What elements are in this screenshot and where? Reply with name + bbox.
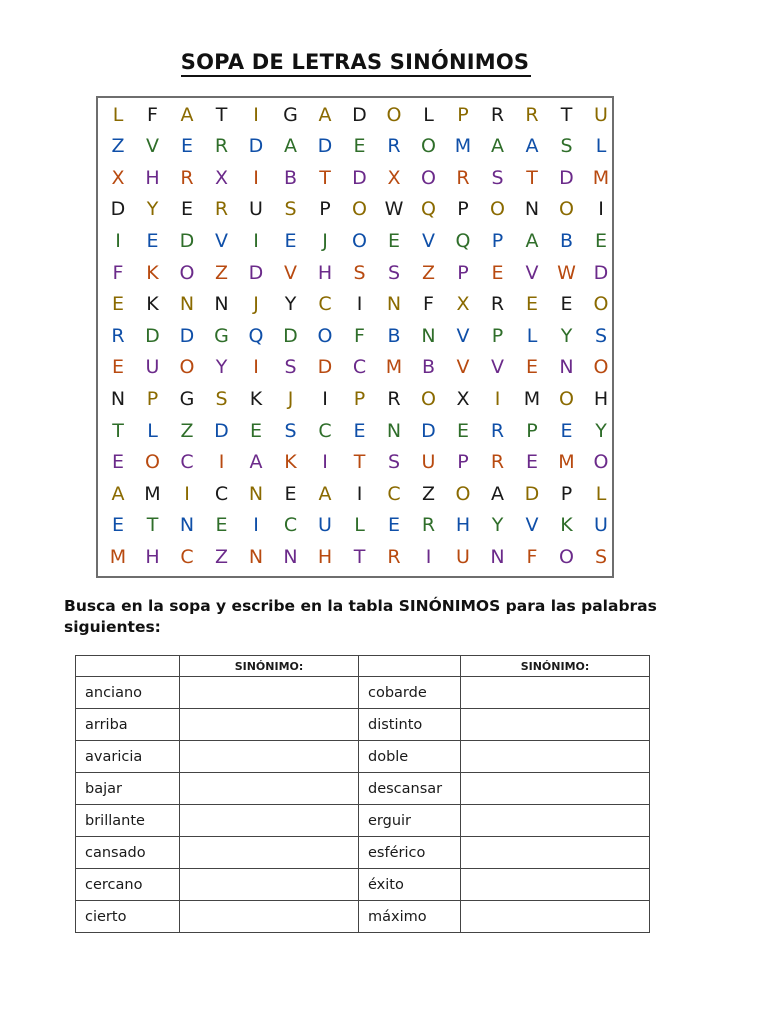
grid-letter: O bbox=[421, 166, 436, 189]
grid-letter: E bbox=[215, 514, 228, 537]
grid-letter: K bbox=[146, 261, 159, 284]
grid-letter: R bbox=[387, 387, 401, 410]
grid-letter: E bbox=[387, 514, 400, 537]
grid-letter: E bbox=[111, 356, 124, 379]
grid-letter: D bbox=[421, 419, 436, 442]
grid-letter: N bbox=[248, 482, 264, 505]
grid-letter: I bbox=[218, 451, 225, 474]
grid-letter: I bbox=[253, 166, 259, 189]
grid-letter: D bbox=[352, 166, 367, 189]
grid-letter: O bbox=[421, 387, 436, 410]
grid-letter: H bbox=[145, 166, 160, 189]
grid-letter: J bbox=[322, 229, 328, 252]
grid-letter: O bbox=[145, 451, 160, 474]
grid-letter: F bbox=[112, 261, 124, 284]
grid-letter: C bbox=[387, 482, 401, 505]
grid-letter: V bbox=[525, 514, 539, 537]
grid-letter: I bbox=[494, 387, 501, 410]
grid-letter: R bbox=[490, 103, 505, 126]
grid-letter: O bbox=[317, 324, 333, 347]
grid-letter: Y bbox=[491, 514, 504, 537]
grid-letter: C bbox=[318, 293, 332, 316]
grid-letter: E bbox=[560, 419, 573, 442]
grid-letter: R bbox=[490, 419, 505, 442]
grid-letter: I bbox=[356, 482, 363, 505]
grid-letter: D bbox=[248, 135, 264, 158]
grid-letter: D bbox=[593, 261, 609, 284]
grid-letter: Y bbox=[215, 356, 228, 379]
grid-letter: S bbox=[353, 261, 366, 284]
grid-letter: E bbox=[525, 356, 538, 379]
grid-letter: H bbox=[317, 545, 333, 568]
grid-letter: A bbox=[525, 229, 539, 252]
grid-letter: O bbox=[352, 198, 367, 221]
word-cell: éxito bbox=[359, 869, 461, 901]
grid-letter: V bbox=[146, 135, 159, 158]
synonym-answer-cell[interactable] bbox=[180, 773, 359, 805]
grid-letter: M bbox=[385, 356, 403, 379]
grid-letter: X bbox=[387, 166, 401, 189]
grid-letter: Y bbox=[284, 293, 297, 316]
grid-letter: E bbox=[249, 419, 262, 442]
word-cell: cierto bbox=[76, 901, 180, 933]
grid-letter: E bbox=[111, 293, 124, 316]
grid-letter: I bbox=[425, 545, 432, 568]
grid-letter: N bbox=[386, 293, 402, 316]
grid-letter: S bbox=[215, 387, 228, 410]
grid-letter: C bbox=[180, 545, 194, 568]
grid-letter: C bbox=[318, 419, 332, 442]
grid-letter: D bbox=[214, 419, 229, 442]
grid-letter: E bbox=[387, 229, 400, 252]
page-title: SOPA DE LETRAS SINÓNIMOS bbox=[180, 50, 530, 74]
grid-letter: K bbox=[560, 514, 573, 537]
grid-letter: E bbox=[525, 293, 538, 316]
word-search-grid bbox=[96, 96, 614, 578]
grid-letter: N bbox=[386, 419, 402, 442]
word-cell: erguir bbox=[359, 805, 461, 837]
grid-letter: O bbox=[352, 229, 367, 252]
grid-letter: D bbox=[179, 324, 195, 347]
grid-letter: E bbox=[456, 419, 469, 442]
grid-letter: A bbox=[318, 482, 332, 505]
grid-letter: N bbox=[214, 293, 229, 316]
word-cell: máximo bbox=[359, 901, 461, 933]
table-row bbox=[76, 773, 650, 805]
grid-letter: T bbox=[319, 166, 331, 189]
table-row bbox=[76, 869, 650, 901]
grid-letter: I bbox=[253, 514, 259, 537]
grid-letter: T bbox=[526, 166, 538, 189]
header-blank-left bbox=[76, 656, 180, 677]
grid-letter: P bbox=[457, 451, 469, 474]
grid-letter: E bbox=[560, 293, 573, 316]
grid-letter: Z bbox=[111, 135, 125, 158]
synonyms-table bbox=[75, 655, 650, 933]
grid-letter: I bbox=[253, 229, 259, 252]
grid-letter: P bbox=[146, 387, 159, 410]
grid-letter: A bbox=[111, 482, 125, 505]
grid-letter: M bbox=[523, 387, 541, 410]
grid-letter: R bbox=[490, 451, 505, 474]
grid-letter: R bbox=[111, 324, 125, 347]
grid-letter: T bbox=[215, 103, 228, 126]
grid-letter: V bbox=[284, 261, 297, 284]
grid-letter: Q bbox=[421, 198, 436, 221]
grid-letter: F bbox=[526, 545, 538, 568]
grid-letter: E bbox=[353, 419, 366, 442]
word-cell: anciano bbox=[76, 677, 180, 709]
grid-letter: E bbox=[146, 229, 159, 252]
grid-letter: L bbox=[595, 135, 607, 158]
grid-letter: M bbox=[592, 166, 610, 189]
grid-letter: D bbox=[179, 229, 195, 252]
grid-letter: Z bbox=[214, 545, 229, 568]
grid-letter: S bbox=[560, 135, 573, 158]
grid-letter: A bbox=[525, 135, 539, 158]
grid-letter: F bbox=[354, 324, 365, 347]
grid-letter: S bbox=[284, 198, 297, 221]
word-cell: arriba bbox=[76, 709, 180, 741]
grid-letter: I bbox=[598, 198, 604, 221]
grid-letter: K bbox=[249, 387, 263, 410]
grid-letter: O bbox=[593, 356, 609, 379]
grid-letter: E bbox=[284, 482, 297, 505]
word-cell: cobarde bbox=[359, 677, 461, 709]
table-row bbox=[76, 805, 650, 837]
grid-letter: J bbox=[287, 387, 294, 410]
grid-letter: P bbox=[353, 387, 366, 410]
grid-letter: L bbox=[147, 419, 158, 442]
word-cell: bajar bbox=[76, 773, 180, 805]
grid-letter: S bbox=[284, 356, 297, 379]
grid-letter: X bbox=[214, 166, 229, 189]
grid-letter: I bbox=[322, 387, 328, 410]
table-header-row bbox=[76, 656, 650, 677]
grid-letter: O bbox=[455, 482, 471, 505]
grid-letter: A bbox=[491, 482, 504, 505]
grid-letter: N bbox=[283, 545, 298, 568]
grid-letter: D bbox=[559, 166, 574, 189]
grid-letter: O bbox=[179, 261, 195, 284]
synonym-answer-cell[interactable] bbox=[180, 677, 359, 709]
grid-letter: Z bbox=[421, 261, 436, 284]
grid-letter: R bbox=[456, 166, 470, 189]
grid-letter: E bbox=[111, 514, 124, 537]
grid-letter: U bbox=[421, 451, 436, 474]
grid-letter: O bbox=[179, 356, 195, 379]
grid-letter: L bbox=[112, 103, 124, 126]
grid-letter: U bbox=[594, 514, 608, 537]
grid-letter: N bbox=[248, 545, 264, 568]
word-cell: cansado bbox=[76, 837, 180, 869]
grid-letter: R bbox=[214, 198, 229, 221]
grid-letter: T bbox=[112, 419, 124, 442]
grid-letter: X bbox=[456, 387, 470, 410]
grid-letter: E bbox=[111, 451, 124, 474]
grid-letter: O bbox=[559, 198, 574, 221]
grid-letter: L bbox=[423, 103, 434, 126]
grid-letter: A bbox=[180, 103, 194, 126]
grid-letter: E bbox=[594, 229, 607, 252]
grid-letter: N bbox=[179, 293, 195, 316]
grid-letter: S bbox=[387, 451, 401, 474]
table-row bbox=[76, 901, 650, 933]
grid-letter: Y bbox=[560, 324, 573, 347]
grid-letter: U bbox=[145, 356, 160, 379]
grid-letter: D bbox=[524, 482, 540, 505]
grid-letter: D bbox=[283, 324, 298, 347]
grid-letter: V bbox=[525, 261, 539, 284]
grid-letter: I bbox=[184, 482, 190, 505]
grid-letter: K bbox=[284, 451, 297, 474]
grid-letter: E bbox=[180, 198, 193, 221]
grid-letter: P bbox=[560, 482, 573, 505]
grid-letter: S bbox=[387, 261, 401, 284]
grid-letter: S bbox=[594, 324, 608, 347]
grid-letter: C bbox=[352, 356, 367, 379]
grid-letter: L bbox=[526, 324, 538, 347]
grid-letter: E bbox=[525, 451, 538, 474]
word-cell: brillante bbox=[76, 805, 180, 837]
grid-letter: P bbox=[491, 229, 504, 252]
grid-letter: U bbox=[594, 103, 608, 126]
table-row bbox=[76, 677, 650, 709]
grid-letter: C bbox=[283, 514, 298, 537]
synonym-answer-cell[interactable] bbox=[180, 741, 359, 773]
grid-letter: X bbox=[111, 166, 125, 189]
grid-letter: C bbox=[214, 482, 229, 505]
grid-letter: N bbox=[490, 545, 505, 568]
word-cell: cercano bbox=[76, 869, 180, 901]
grid-letter: R bbox=[525, 103, 539, 126]
grid-letter: M bbox=[454, 135, 472, 158]
grid-letter: Y bbox=[146, 198, 159, 221]
grid-letter: P bbox=[526, 419, 538, 442]
grid-letter: G bbox=[283, 103, 298, 126]
grid-letter: Y bbox=[595, 419, 607, 442]
grid-letter: O bbox=[593, 293, 609, 316]
grid-letter: G bbox=[179, 387, 195, 410]
grid-letter: Q bbox=[455, 229, 471, 252]
grid-letter: C bbox=[180, 451, 194, 474]
grid-letter: B bbox=[421, 356, 436, 379]
grid-letter: D bbox=[110, 198, 126, 221]
grid-letter: P bbox=[319, 198, 331, 221]
grid-letter: N bbox=[179, 514, 195, 537]
synonym-answer-cell[interactable] bbox=[461, 837, 650, 869]
grid-letter: X bbox=[456, 293, 470, 316]
grid-letter: R bbox=[490, 293, 505, 316]
grid-letter: P bbox=[457, 103, 469, 126]
grid-letter: K bbox=[146, 293, 159, 316]
word-cell: doble bbox=[359, 741, 461, 773]
grid-letter: I bbox=[253, 356, 259, 379]
grid-letter: B bbox=[283, 166, 298, 189]
grid-letter: D bbox=[317, 356, 333, 379]
grid-letter: S bbox=[594, 545, 608, 568]
grid-letter: U bbox=[456, 545, 470, 568]
grid-letter: E bbox=[284, 229, 297, 252]
grid-letter: M bbox=[558, 451, 575, 474]
grid-letter: A bbox=[249, 451, 263, 474]
grid-letter: O bbox=[559, 387, 574, 410]
grid-letter: G bbox=[214, 324, 229, 347]
grid-letter: V bbox=[422, 229, 435, 252]
grid-letter: D bbox=[145, 324, 160, 347]
synonym-answer-cell[interactable] bbox=[461, 869, 650, 901]
grid-letter: N bbox=[110, 387, 126, 410]
grid-letter: Z bbox=[214, 261, 229, 284]
header-blank-right bbox=[359, 656, 461, 677]
grid-letter: T bbox=[146, 514, 159, 537]
grid-letter: B bbox=[387, 324, 401, 347]
table-row bbox=[76, 837, 650, 869]
grid-letter: H bbox=[593, 387, 609, 410]
grid-letter: I bbox=[253, 103, 259, 126]
grid-letter: M bbox=[109, 545, 127, 568]
grid-letter: Z bbox=[180, 419, 194, 442]
grid-letter: R bbox=[421, 514, 436, 537]
grid-letter: T bbox=[353, 545, 366, 568]
grid-letter: P bbox=[457, 198, 469, 221]
grid-letter: Q bbox=[248, 324, 264, 347]
grid-letter: R bbox=[214, 135, 229, 158]
grid-letter: A bbox=[284, 135, 297, 158]
synonym-answer-cell[interactable] bbox=[461, 773, 650, 805]
grid-letter: R bbox=[180, 166, 194, 189]
grid-letter: T bbox=[560, 103, 573, 126]
grid-letter: E bbox=[353, 135, 366, 158]
grid-letter: L bbox=[354, 514, 365, 537]
synonym-answer-cell[interactable] bbox=[461, 901, 650, 933]
grid-letter: N bbox=[559, 356, 574, 379]
synonym-answer-cell[interactable] bbox=[461, 677, 650, 709]
word-cell: descansar bbox=[359, 773, 461, 805]
word-cell: distinto bbox=[359, 709, 461, 741]
grid-letter: R bbox=[387, 545, 401, 568]
grid-letter: S bbox=[284, 419, 297, 442]
grid-letter: H bbox=[145, 545, 160, 568]
synonym-answer-cell[interactable] bbox=[180, 901, 359, 933]
word-cell: esférico bbox=[359, 837, 461, 869]
grid-letter: I bbox=[322, 451, 328, 474]
grid-letter: D bbox=[317, 135, 333, 158]
grid-letter: F bbox=[423, 293, 434, 316]
grid-letter: N bbox=[524, 198, 540, 221]
header-synonym-1: SINÓNIMO: bbox=[180, 656, 359, 677]
grid-letter: I bbox=[115, 229, 121, 252]
grid-letter: U bbox=[318, 514, 332, 537]
word-cell: avaricia bbox=[76, 741, 180, 773]
grid-letter: F bbox=[147, 103, 158, 126]
grid-letter: P bbox=[491, 324, 504, 347]
grid-letter: E bbox=[180, 135, 193, 158]
grid-letter: S bbox=[491, 166, 504, 189]
synonym-answer-cell[interactable] bbox=[180, 869, 359, 901]
grid-letter: V bbox=[456, 356, 470, 379]
synonym-answer-cell[interactable] bbox=[180, 837, 359, 869]
grid-letter: O bbox=[421, 135, 436, 158]
grid-letter: D bbox=[352, 103, 367, 126]
title-underline bbox=[181, 75, 531, 77]
grid-letter: J bbox=[253, 293, 259, 316]
grid-letter: R bbox=[387, 135, 401, 158]
grid-letter: O bbox=[386, 103, 402, 126]
header-synonym-2: SINÓNIMO: bbox=[461, 656, 650, 677]
grid-letter: V bbox=[456, 324, 470, 347]
grid-letter: O bbox=[593, 451, 609, 474]
grid-letter: M bbox=[144, 482, 161, 505]
grid-letter: H bbox=[455, 514, 471, 537]
synonym-answer-cell[interactable] bbox=[461, 709, 650, 741]
synonym-answer-cell[interactable] bbox=[461, 805, 650, 837]
grid-letter: H bbox=[317, 261, 333, 284]
grid-letter: O bbox=[559, 545, 574, 568]
synonym-answer-cell[interactable] bbox=[461, 741, 650, 773]
grid-letter: V bbox=[491, 356, 504, 379]
grid-letter: I bbox=[356, 293, 363, 316]
grid-letter: W bbox=[557, 261, 576, 284]
grid-letter: W bbox=[384, 198, 404, 221]
synonym-answer-cell[interactable] bbox=[180, 805, 359, 837]
grid-letter: A bbox=[318, 103, 332, 126]
grid-letter: N bbox=[421, 324, 436, 347]
grid-letter: Z bbox=[421, 482, 436, 505]
instructions-text: Busca en la sopa y escribe en la tabla SINÓNIMOS para las palabras siguientes: bbox=[64, 597, 657, 636]
grid-letter: V bbox=[215, 229, 228, 252]
table-row bbox=[76, 709, 650, 741]
grid-letter: O bbox=[490, 198, 505, 221]
synonym-answer-cell[interactable] bbox=[180, 709, 359, 741]
grid-letter: L bbox=[595, 482, 607, 505]
grid-letter: B bbox=[559, 229, 574, 252]
grid-letter: U bbox=[249, 198, 263, 221]
grid-letter: E bbox=[491, 261, 504, 284]
grid-letter: D bbox=[248, 261, 264, 284]
grid-letter: P bbox=[457, 261, 469, 284]
table-row bbox=[76, 741, 650, 773]
grid-letter: T bbox=[353, 451, 366, 474]
grid-letter: A bbox=[491, 135, 504, 158]
